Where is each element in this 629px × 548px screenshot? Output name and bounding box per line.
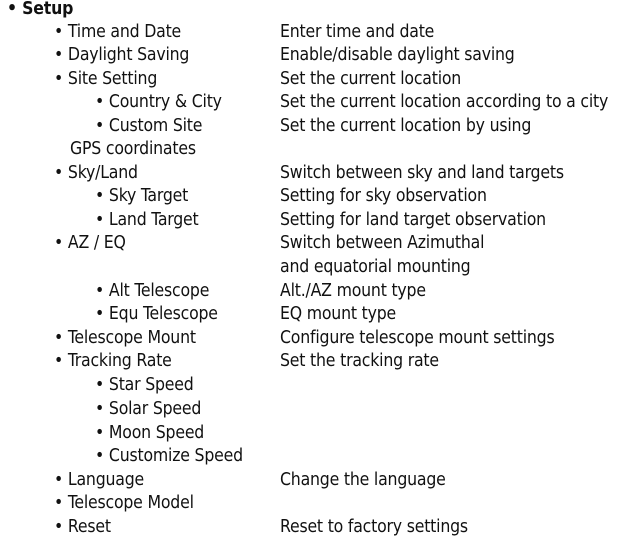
menu-item-label: • Telescope Mount: [54, 328, 196, 348]
menu-item-label: GPS coordinates: [70, 139, 196, 159]
menu-item-telescope-mount: [0, 327, 629, 350]
setup-heading-row: [0, 0, 629, 21]
bullet: •: [54, 163, 64, 183]
bullet: •: [95, 446, 105, 466]
menu-item-label: • Customize Speed: [95, 446, 243, 466]
menu-item-description: Enable/disable daylight saving: [280, 45, 515, 65]
menu-subitem-custom-site-continued: [0, 138, 629, 161]
menu-item-label: • AZ / EQ: [54, 233, 126, 253]
menu-item-label: • Tracking Rate: [54, 351, 172, 371]
menu-item-description: Setting for sky observation: [280, 186, 487, 206]
menu-item-reset: [0, 516, 629, 539]
setup-heading: [7, 0, 73, 21]
menu-item-label: • Alt Telescope: [95, 281, 210, 301]
menu-item-label: • Equ Telescope: [95, 304, 218, 324]
menu-item-tracking-rate: [0, 350, 629, 373]
menu-item-description: and equatorial mounting: [280, 257, 471, 277]
menu-item-description: Set the tracking rate: [280, 351, 439, 371]
bullet: •: [54, 328, 64, 348]
bullet: •: [95, 116, 105, 136]
bullet: •: [54, 233, 64, 253]
bullet: •: [95, 375, 105, 395]
menu-item-label: • Land Target: [95, 210, 199, 230]
bullet: •: [95, 186, 105, 206]
menu-item-az-eq-continued: [0, 256, 629, 279]
bullet: •: [54, 69, 64, 89]
menu-item-description: Switch between sky and land targets: [280, 163, 564, 183]
setup-title: Setup: [22, 0, 74, 19]
bullet: •: [95, 423, 105, 443]
menu-item-description: Set the current location according to a city: [280, 92, 609, 112]
menu-item-description: EQ mount type: [280, 304, 397, 324]
menu-item-description: Alt./AZ mount type: [280, 281, 426, 301]
menu-item-label: • Sky Target: [95, 186, 189, 206]
menu-item-label: • Sky/Land: [54, 163, 138, 183]
menu-item-description: Change the language: [280, 470, 446, 490]
menu-item-label: • Moon Speed: [95, 423, 205, 443]
menu-item-label: • Reset: [54, 517, 111, 537]
menu-subitem-equ-telescope: [0, 303, 629, 326]
menu-item-description: Enter time and date: [280, 22, 435, 42]
menu-item-label: • Country & City: [95, 92, 222, 112]
bullet: •: [95, 281, 105, 301]
bullet: •: [54, 517, 64, 537]
menu-item-label: • Solar Speed: [95, 399, 202, 419]
menu-item-description: Set the current location: [280, 69, 462, 89]
menu-item-description: Configure telescope mount settings: [280, 328, 555, 348]
bullet: •: [54, 45, 64, 65]
bullet: •: [54, 22, 64, 42]
menu-subitem-custom-site: [0, 115, 629, 138]
menu-item-label: • Time and Date: [54, 22, 182, 42]
menu-item-sky-land: [0, 162, 629, 185]
menu-subitem-customize-speed: [0, 445, 629, 468]
menu-subitem-solar-speed: [0, 398, 629, 421]
menu-item-label: • Daylight Saving: [54, 45, 190, 65]
menu-subitem-country-city: [0, 91, 629, 114]
menu-item-label: • Site Setting: [54, 69, 158, 89]
menu-item-description: Set the current location by using: [280, 116, 532, 136]
menu-item-telescope-model: [0, 492, 629, 515]
menu-item-language: [0, 469, 629, 492]
menu-item-label: • Telescope Model: [54, 493, 194, 513]
menu-item-description: Reset to factory settings: [280, 517, 468, 537]
bullet: •: [7, 0, 17, 19]
menu-subitem-moon-speed: [0, 422, 629, 445]
menu-item-description: Setting for land target observation: [280, 210, 546, 230]
menu-item-label: • Star Speed: [95, 375, 194, 395]
menu-item-time-and-date: [0, 21, 629, 44]
menu-item-site-setting: [0, 68, 629, 91]
menu-subitem-land-target: [0, 209, 629, 232]
menu-subitem-alt-telescope: [0, 280, 629, 303]
menu-subitem-star-speed: [0, 374, 629, 397]
menu-item-az-eq: [0, 232, 629, 255]
menu-item-label: • Custom Site: [95, 116, 203, 136]
bullet: •: [95, 399, 105, 419]
bullet: •: [95, 92, 105, 112]
menu-item-label: • Language: [54, 470, 145, 490]
menu-item-description: Switch between Azimuthal: [280, 233, 485, 253]
bullet: •: [95, 304, 105, 324]
menu-item-daylight-saving: [0, 44, 629, 67]
bullet: •: [95, 210, 105, 230]
bullet: •: [54, 493, 64, 513]
bullet: •: [54, 470, 64, 490]
bullet: •: [54, 351, 64, 371]
menu-subitem-sky-target: [0, 185, 629, 208]
